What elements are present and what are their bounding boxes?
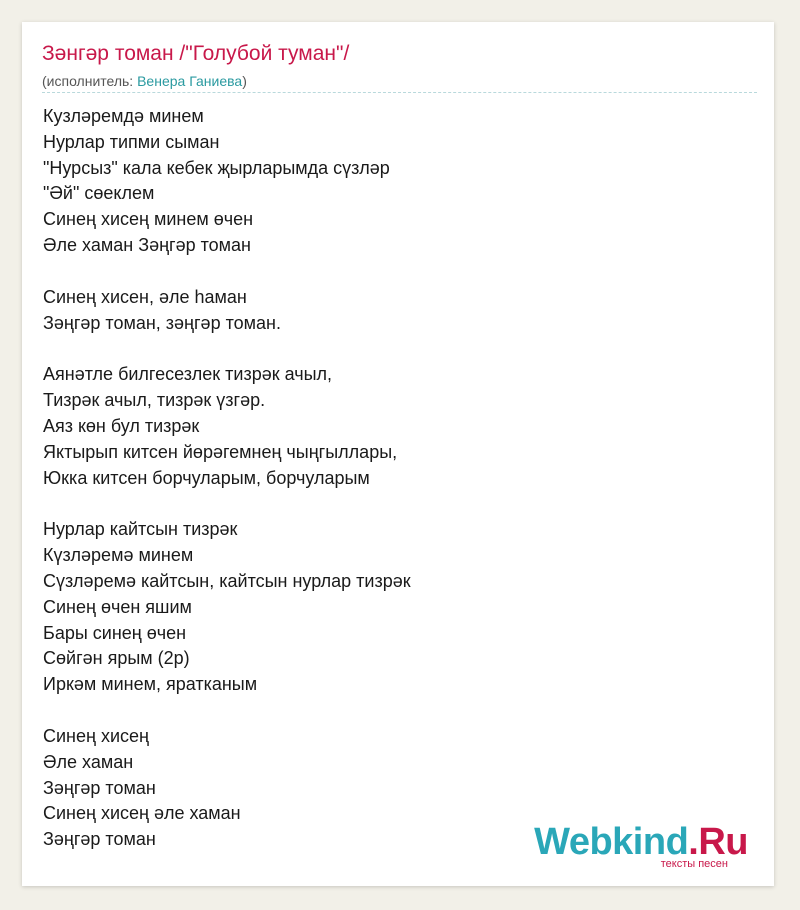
- song-title: Зәнгәр томан /"Голубой туман"/: [42, 42, 350, 65]
- lyric-line: Синең хисен, әле һаман: [43, 286, 247, 307]
- lyric-line: Синең хисең: [43, 725, 149, 746]
- lyric-line: Нурлар типми сыман: [43, 131, 220, 152]
- lyric-line: Зәңгәр томан, зәңгәр томан.: [43, 312, 281, 333]
- stanza: [43, 104, 743, 259]
- stanza: [43, 517, 743, 698]
- performer-suffix: ): [242, 73, 247, 89]
- lyric-line: Зәңгәр томан: [43, 829, 156, 850]
- lyrics-body: [43, 104, 743, 879]
- logo-tld: .Ru: [688, 821, 748, 863]
- lyric-line: Синең хисең минем өчен: [43, 209, 254, 230]
- site-logo[interactable]: [534, 823, 748, 870]
- lyric-line: Бары синең өчен: [43, 622, 187, 643]
- lyric-line: Иркәм минем, яратканым: [43, 674, 258, 695]
- stanza: [43, 362, 743, 491]
- lyric-line: Сөйгән ярым (2р): [43, 648, 190, 669]
- performer-line: [42, 73, 247, 89]
- logo-name: Webkind: [534, 821, 689, 863]
- lyric-line: "Нурсыз" кала кебек җырларымда сүзләр: [43, 157, 390, 178]
- lyric-line: Нурлар кайтсын тизрәк: [43, 519, 238, 540]
- divider: [42, 92, 757, 93]
- lyric-line: Синең хисең әле хаман: [43, 803, 241, 824]
- stanza: [43, 285, 743, 337]
- lyric-line: Тизрәк ачыл, тизрәк үзгәр.: [43, 390, 266, 411]
- lyric-line: "Әй" сөеклем: [43, 183, 155, 204]
- lyric-line: Сүзләремә кайтсын, кайтсын нурлар тизрәк: [43, 570, 411, 591]
- performer-link[interactable]: Венера Ганиева: [137, 73, 243, 89]
- lyric-line: Яктырып китсен йөрәгемнең чыңгыллары,: [43, 441, 398, 462]
- lyric-line: Юкка китсен борчуларым, борчуларым: [43, 467, 370, 488]
- performer-prefix: (исполнитель:: [42, 73, 138, 89]
- lyric-line: Синең өчен яшим: [43, 596, 192, 617]
- lyric-line: Әле хаман Зәңгәр томан: [43, 234, 251, 255]
- lyric-line: Күзләремә минем: [43, 545, 194, 566]
- lyric-line: Зәңгәр томан: [43, 777, 156, 798]
- lyric-line: Аянәтле билгесезлек тизрәк ачыл,: [43, 364, 333, 385]
- logo-tagline: тексты песен: [660, 858, 728, 870]
- lyric-line: Аяз көн бул тизрәк: [43, 415, 200, 436]
- lyric-line: Әле хаман: [43, 751, 134, 772]
- lyrics-card: [22, 22, 774, 886]
- lyric-line: Кузләремдә минем: [43, 106, 204, 126]
- logo-wordmark: [534, 823, 748, 861]
